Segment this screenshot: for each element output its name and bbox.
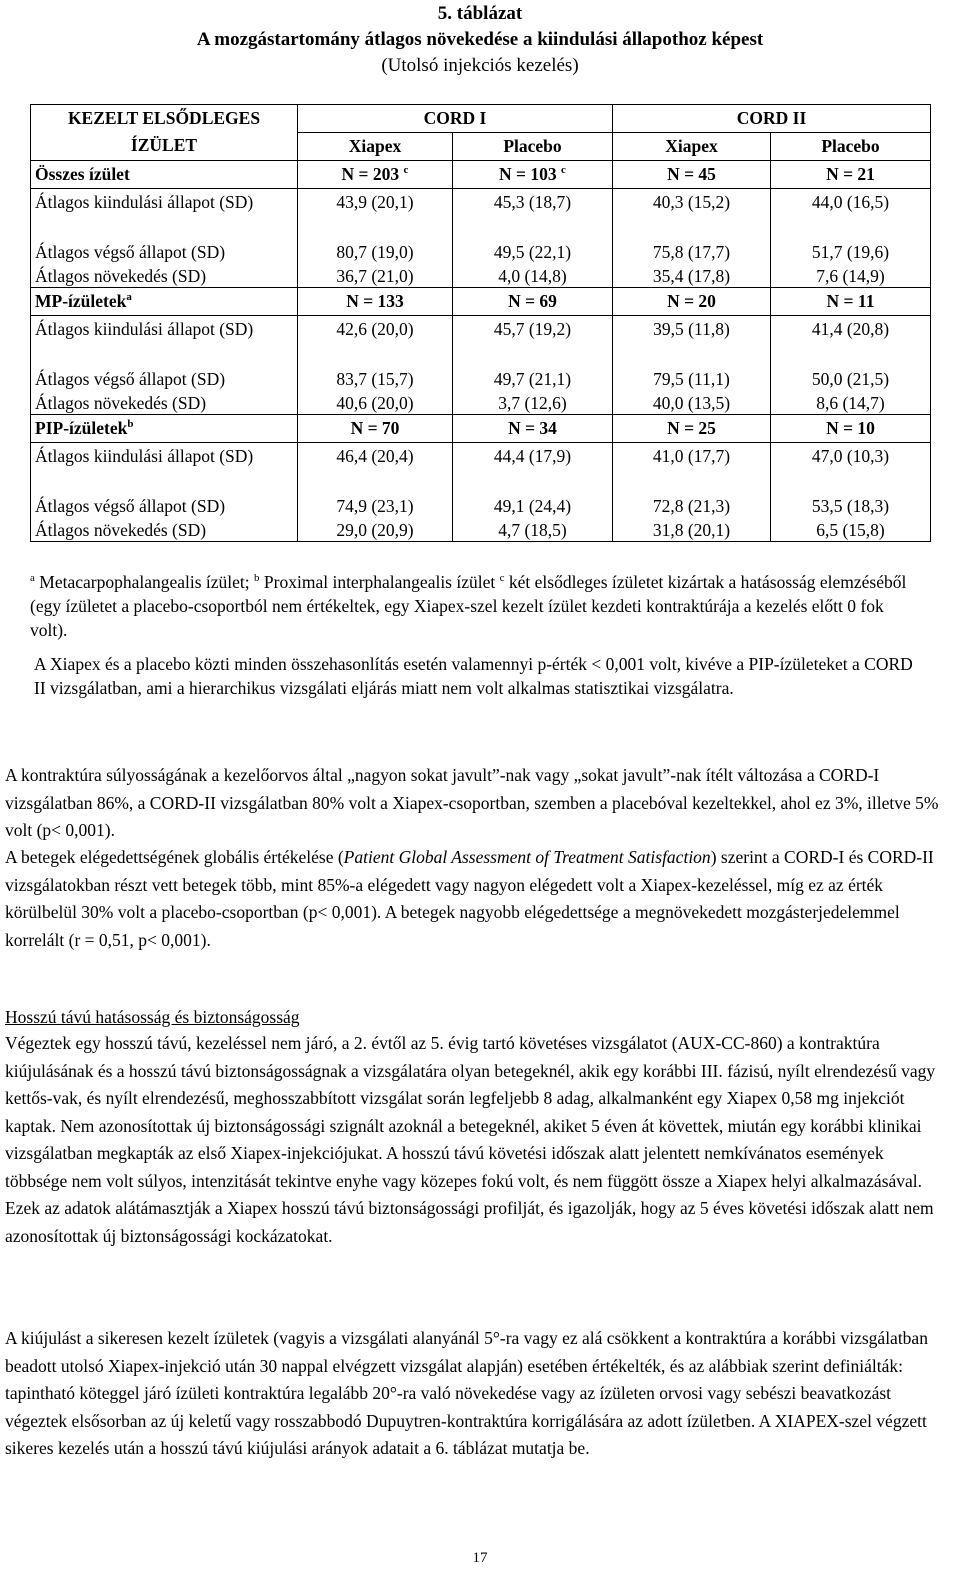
cord2-xiapex-header: Xiapex [613,133,771,161]
n-cell: N = 103 $^c$ [453,161,613,189]
rom-table [30,104,931,542]
header-row-1 [31,105,931,133]
label-baseline: Átlagos kiindulási állapot (SD) [35,319,254,339]
joint-header: KEZELT ELSŐDLEGES ÍZÜLET [31,105,298,161]
page-number: 17 [472,1550,488,1566]
section-row-pip-joints [31,415,931,443]
label-increase: Átlagos növekedés (SD) [35,266,207,286]
values-col: 39,5 (11,8) 79,5 (11,1) 40,0 (13,5) [613,316,771,415]
row-labels [31,316,298,415]
n-cell: N = 21 [771,161,931,189]
n-cell: N = 25 [613,415,771,443]
values-col: 44,0 (16,5) 51,7 (19,6) 7,6 (14,9) [771,189,931,288]
section-name: PIP-ízületek$^b$ [31,415,298,443]
paragraph-long-term-study: Végeztek egy hosszú távú, kezeléssel nem járó, a 2. évtől az 5. évig tartó követéses vizsgálatot (AUX-CC-860) a kontraktúra kiújulásának és a hosszú távú biztonságosságnak a vizsgálatára olyan betegeknél, akik egy korábbi III. fázisú, nyílt elrendezésű vagy kettős-vak, és nyílt elrendezésű, meghosszabbított vizsgálat során legfeljebb 8 adag, alkalmanként egy Xiapex 0,58 mg injekciót kaptak. Nem azonosítottak új biztonságossági szignált azoknál a betegeknél, akiket 5 éven át követtek, miután egy korábbi klinikai vizsgálatban megkapták az első Xiapex-injekciójukat. A hosszú távú követési időszak alatt jelentett nemkívánatos események többsége nem volt súlyos, intenzitását tekintve enyhe vagy közepes fokú volt, és nem függött össze a Xiapex helyi alkalmazásával. Ezek az adatok alátámasztják a Xiapex hosszú távú biztonságossági profilját, és igazolják, hogy az 5 éves követési időszak alatt nem azonosítottak új biztonságossági kockázatokat. [5,1033,936,1246]
values-col: 41,4 (20,8) 50,0 (21,5) 8,6 (14,7) [771,316,931,415]
data-row-all-joints [31,189,931,288]
values-col: 41,0 (17,7) 72,8 (21,3) 31,8 (20,1) [613,443,771,542]
paragraph-contracture-severity: A kontraktúra súlyosságának a kezelőorvos által „nagyon sokat javult”-nak vagy „sokat javult”-nak ítélt változása a CORD-I vizsgálatban 86%, a CORD-II vizsgálatban 80% volt a Xiapex-csoportban, szemben a placebóval kezeltekkel, ahol ez 3%, illetve 5% volt (p< 0,001). [5,765,939,840]
label-baseline: Átlagos kiindulási állapot (SD) [35,446,254,466]
label-baseline: Átlagos kiindulási állapot (SD) [35,192,254,212]
label-increase: Átlagos növekedés (SD) [35,520,207,540]
label-final: Átlagos végső állapot (SD) [35,496,226,516]
n-cell: N = 69 [453,288,613,316]
data-row-mp-joints [31,316,931,415]
paragraph-recurrence: A kiújulást a sikeresen kezelt ízületek (vagyis a vizsgálati alanyánál 5°-ra vagy ez alá csökkent a kontraktúra a korábbi vizsgálatban beadott utolsó Xiapex-injekció után 30 nappal elvégzett vizsgálat alapján) esetében értékelték, és az alábbiak szerint definiálták: tapintható köteggel járó ízületi kontraktúra legalább 20°-ra való növekedése vagy az ízületen orvosi vagy sebészi beavatkozást végeztek elsősorban az új keletű vagy rosszabbodó Dupuytren-kontraktúra korrigálására az adott ízületben. A XIAPEX-szel végzett sikeres kezelés után a hosszú távú kiújulási arányok adatait a 6. táblázat mutatja be. [5,1328,928,1458]
n-cell: N = 11 [771,288,931,316]
table-footnote: $^a$ Metacarpophalangealis ízület; $^b$ Proximal interphalangealis ízület $^c$ két elsődleges ízületet kizártak a hatásosság elemzéséből (egy ízületet a placebo-csoportból nem értékeltek, egy Xiapex-szel kezelt ízület kezdeti kontraktúrája a kezelés előtt 0 fok volt). [30,572,907,640]
section-row-mp-joints [31,288,931,316]
section-name: MP-ízületek$^a$ [31,288,298,316]
n-cell: N = 34 [453,415,613,443]
n-cell: N = 70 [298,415,453,443]
row-labels [31,443,298,542]
cord1-placebo-header: Placebo [453,133,613,161]
cord2-placebo-header: Placebo [771,133,931,161]
cord1-xiapex-header: Xiapex [298,133,453,161]
values-col: 45,7 (19,2) 49,7 (21,1) 3,7 (12,6) [453,316,613,415]
n-cell: N = 20 [613,288,771,316]
label-final: Átlagos végső állapot (SD) [35,242,226,262]
label-final: Átlagos végső állapot (SD) [35,369,226,389]
data-row-pip-joints [31,443,931,542]
section-heading-long-term: Hosszú távú hatásosság és biztonságosság [5,1007,300,1027]
paragraph-patient-satisfaction: A betegek elégedettségének globális értékelése (Patient Global Assessment of Treatment Satisfaction) szerint a CORD-I és CORD-II vizsgálatokban részt vett betegek több, mint 85%-a elégedett vagy nagyon elégedett volt a Xiapex-kezeléssel, míg ez az érték körülbelül 30% volt a placebo-csoportban (p< 0,001). A betegek nagyobb elégedettsége a megnövekedett mozgásterjedelemmel korrelált (r = 0,51, p< 0,001). [5,847,934,950]
section-row-all-joints [31,161,931,189]
table-number: 5. táblázat [437,3,523,24]
values-col: 45,3 (18,7) 49,5 (22,1) 4,0 (14,8) [453,189,613,288]
values-col: 46,4 (20,4) 74,9 (23,1) 29,0 (20,9) [298,443,453,542]
table-title: A mozgástartomány átlagos növekedése a kiindulási állapothoz képest [196,29,764,50]
n-cell: N = 10 [771,415,931,443]
table-subtitle: (Utolsó injekciós kezelés) [381,55,579,76]
row-labels [31,189,298,288]
section-name: Összes ízület [31,161,298,189]
cord2-header: CORD II [613,105,931,133]
values-col: 43,9 (20,1) 80,7 (19,0) 36,7 (21,0) [298,189,453,288]
label-increase: Átlagos növekedés (SD) [35,393,207,413]
values-col: 47,0 (10,3) 53,5 (18,3) 6,5 (15,8) [771,443,931,542]
values-col: 42,6 (20,0) 83,7 (15,7) 40,6 (20,0) [298,316,453,415]
n-cell: N = 203 $^c$ [298,161,453,189]
n-cell: N = 133 [298,288,453,316]
values-col: 40,3 (15,2) 75,8 (17,7) 35,4 (17,8) [613,189,771,288]
n-cell: N = 45 [613,161,771,189]
cord1-header: CORD I [298,105,613,133]
comparison-note: A Xiapex és a placebo közti minden összehasonlítás esetén valamennyi p-érték < 0,001 volt, kivéve a PIP-ízületeket a CORD II vizsgálatban, ami a hierarchikus vizsgálati eljárás miatt nem volt alkalmas statisztikai vizsgálatra. [34,654,913,698]
values-col: 44,4 (17,9) 49,1 (24,4) 4,7 (18,5) [453,443,613,542]
